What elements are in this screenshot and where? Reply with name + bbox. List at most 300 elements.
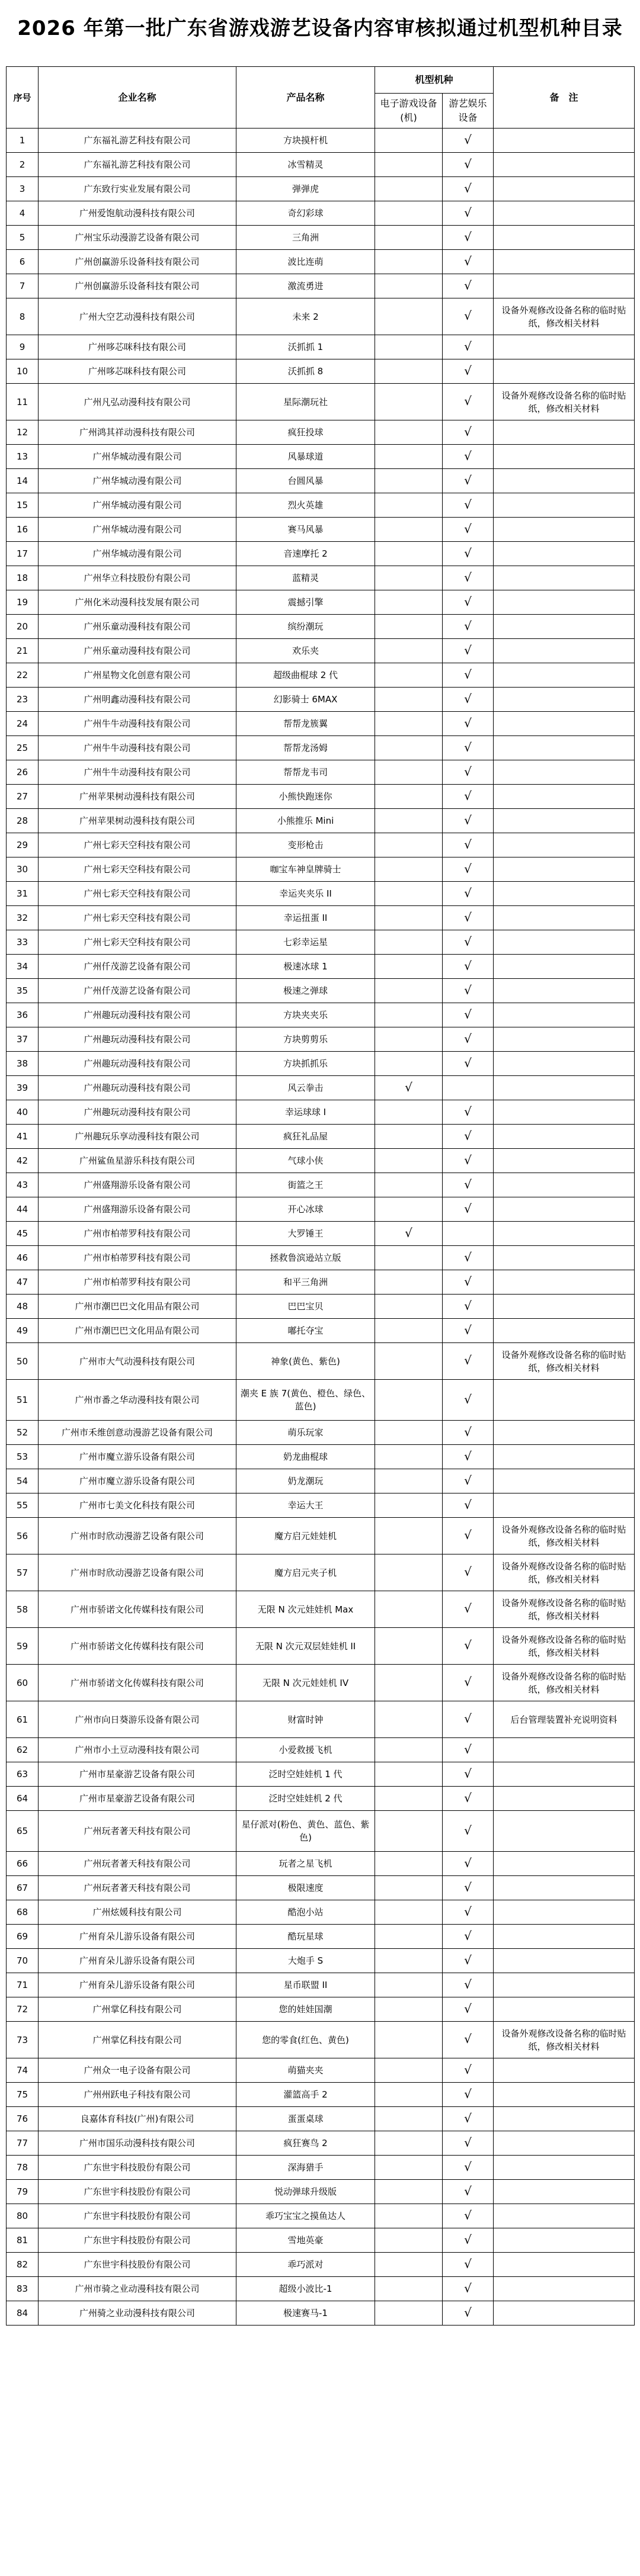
cell-company: 广州华城动漫有限公司	[39, 469, 236, 493]
check-mark-icon: √	[464, 473, 472, 487]
cell-company: 广州牛牛动漫科技有限公司	[39, 712, 236, 736]
cell-amusement	[443, 1762, 494, 1787]
check-mark-icon: √	[464, 2086, 472, 2101]
cell-index: 55	[7, 1493, 39, 1518]
cell-index: 27	[7, 785, 39, 809]
cell-company: 广州宝乐动漫游艺设备有限公司	[39, 226, 236, 250]
check-mark-icon: √	[464, 181, 472, 195]
cell-company: 广州哆芯咪科技有限公司	[39, 359, 236, 384]
cell-company: 广州市星豪游艺设备有限公司	[39, 1787, 236, 1811]
cell-amusement	[443, 1003, 494, 1027]
cell-electronic	[375, 1076, 443, 1100]
cell-product: 大炮手 S	[236, 1949, 375, 1973]
check-mark-icon: √	[464, 958, 472, 973]
cell-product: 弹弹虎	[236, 177, 375, 201]
cell-notes	[494, 493, 635, 518]
cell-notes	[494, 1997, 635, 2022]
cell-product: 震撼引擎	[236, 590, 375, 615]
cell-company: 广州七彩天空科技有限公司	[39, 833, 236, 857]
table-row	[7, 1319, 635, 1343]
cell-product: 深海猎手	[236, 2156, 375, 2180]
cell-company: 广州凡弘动漫科技有限公司	[39, 384, 236, 420]
table-row	[7, 930, 635, 955]
check-mark-icon: √	[464, 2232, 472, 2247]
cell-notes	[494, 2277, 635, 2301]
cell-index: 71	[7, 1973, 39, 1997]
check-mark-icon: √	[464, 2256, 472, 2271]
cell-electronic	[375, 177, 443, 201]
check-mark-icon: √	[464, 1473, 472, 1488]
check-mark-icon: √	[464, 2281, 472, 2295]
cell-amusement	[443, 857, 494, 882]
cell-notes	[494, 1125, 635, 1149]
cell-amusement	[443, 129, 494, 153]
cell-company: 广州市潮巴巴文化用品有限公司	[39, 1319, 236, 1343]
table-row	[7, 1701, 635, 1738]
cell-product: 您的娃娃国潮	[236, 1997, 375, 2022]
cell-electronic	[375, 1762, 443, 1787]
table-row	[7, 785, 635, 809]
cell-notes	[494, 1738, 635, 1762]
check-mark-icon: √	[464, 2001, 472, 2016]
check-mark-icon: √	[464, 618, 472, 633]
cell-product: 极速冰球 1	[236, 955, 375, 979]
table-row	[7, 2022, 635, 2058]
cell-company: 广州玩者著天科技有限公司	[39, 1811, 236, 1852]
check-mark-icon: √	[464, 497, 472, 512]
check-mark-icon: √	[464, 2062, 472, 2077]
cell-product: 烈火英雄	[236, 493, 375, 518]
cell-electronic	[375, 469, 443, 493]
cell-amusement	[443, 1997, 494, 2022]
cell-product: 酷玩星球	[236, 1925, 375, 1949]
check-mark-icon: √	[464, 1201, 472, 1216]
cell-electronic	[375, 2156, 443, 2180]
cell-notes	[494, 2083, 635, 2107]
header-notes: 备 注	[494, 67, 635, 129]
cell-electronic	[375, 518, 443, 542]
table-row	[7, 1973, 635, 1997]
cell-notes	[494, 760, 635, 785]
cell-notes	[494, 359, 635, 384]
cell-electronic	[375, 1591, 443, 1628]
cell-company: 广东福礼游艺科技有限公司	[39, 129, 236, 153]
cell-product: 魔方启元夹子机	[236, 1554, 375, 1591]
table-row	[7, 1493, 635, 1518]
cell-amusement	[443, 1493, 494, 1518]
cell-electronic	[375, 955, 443, 979]
cell-notes	[494, 1493, 635, 1518]
check-mark-icon: √	[464, 229, 472, 244]
cell-index: 7	[7, 274, 39, 298]
cell-notes	[494, 469, 635, 493]
table-row	[7, 1270, 635, 1295]
check-mark-icon: √	[405, 1225, 412, 1240]
check-mark-icon: √	[464, 521, 472, 536]
cell-electronic	[375, 1197, 443, 1222]
table-row	[7, 1149, 635, 1173]
cell-index: 76	[7, 2107, 39, 2131]
check-mark-icon: √	[464, 1742, 472, 1756]
header-amusement: 游艺娱乐设备	[443, 94, 494, 129]
check-mark-icon: √	[464, 448, 472, 463]
table-row	[7, 1811, 635, 1852]
cell-amusement	[443, 1787, 494, 1811]
table-row	[7, 177, 635, 201]
header-company: 企业名称	[39, 67, 236, 129]
cell-company: 广州七彩天空科技有限公司	[39, 930, 236, 955]
cell-notes	[494, 177, 635, 201]
check-mark-icon: √	[464, 667, 472, 682]
cell-amusement	[443, 2058, 494, 2083]
cell-index: 69	[7, 1925, 39, 1949]
table-row	[7, 469, 635, 493]
cell-notes	[494, 1197, 635, 1222]
table-row	[7, 153, 635, 177]
cell-electronic	[375, 1701, 443, 1738]
cell-company: 广州七彩天空科技有限公司	[39, 906, 236, 930]
cell-notes	[494, 1003, 635, 1027]
cell-index: 25	[7, 736, 39, 760]
cell-notes	[494, 1949, 635, 1973]
cell-index: 47	[7, 1270, 39, 1295]
cell-notes: 设备外观修改设备名称的临时贴纸，修改相关材料	[494, 1628, 635, 1665]
cell-company: 广州爱饱航动漫科技有限公司	[39, 201, 236, 226]
cell-index: 75	[7, 2083, 39, 2107]
cell-electronic	[375, 274, 443, 298]
cell-company: 广州华城动漫有限公司	[39, 493, 236, 518]
cell-notes	[494, 1852, 635, 1876]
table-row	[7, 1518, 635, 1554]
cell-notes	[494, 2180, 635, 2204]
cell-amusement	[443, 809, 494, 833]
cell-index: 2	[7, 153, 39, 177]
cell-product: 巴巴宝贝	[236, 1295, 375, 1319]
table-row	[7, 1787, 635, 1811]
cell-product: 方块摸杆机	[236, 129, 375, 153]
check-mark-icon: √	[464, 1711, 472, 1726]
cell-notes	[494, 615, 635, 639]
cell-index: 34	[7, 955, 39, 979]
check-mark-icon: √	[464, 643, 472, 657]
check-mark-icon: √	[464, 156, 472, 171]
cell-index: 37	[7, 1027, 39, 1052]
cell-index: 65	[7, 1811, 39, 1852]
cell-electronic	[375, 2131, 443, 2156]
cell-index: 24	[7, 712, 39, 736]
cell-index: 19	[7, 590, 39, 615]
table-row	[7, 1876, 635, 1900]
table-row	[7, 1949, 635, 1973]
table-row	[7, 882, 635, 906]
cell-electronic	[375, 760, 443, 785]
cell-product: 风暴球道	[236, 445, 375, 469]
check-mark-icon: √	[464, 1601, 472, 1615]
cell-company: 广州市时欣动漫游艺设备有限公司	[39, 1554, 236, 1591]
cell-product: 波比连萌	[236, 250, 375, 274]
check-mark-icon: √	[464, 1977, 472, 1992]
check-mark-icon: √	[464, 570, 472, 584]
table-row	[7, 1900, 635, 1925]
cell-product: 欢乐夹	[236, 639, 375, 663]
cell-amusement	[443, 1811, 494, 1852]
cell-electronic	[375, 1665, 443, 1701]
cell-notes	[494, 930, 635, 955]
cell-electronic	[375, 1319, 443, 1343]
cell-notes	[494, 2107, 635, 2131]
check-mark-icon: √	[464, 253, 472, 268]
check-mark-icon: √	[464, 1823, 472, 1838]
cell-index: 21	[7, 639, 39, 663]
cell-company: 广州大空艺动漫科技有限公司	[39, 298, 236, 335]
table-row	[7, 2228, 635, 2253]
page-title: 2026 年第一批广东省游戏游艺设备内容审核拟通过机型机种目录	[17, 17, 623, 40]
cell-company: 广东世宇科技股份有限公司	[39, 2156, 236, 2180]
cell-product: 小爱救援飞机	[236, 1738, 375, 1762]
cell-notes	[494, 1222, 635, 1246]
cell-index: 52	[7, 1421, 39, 1445]
cell-notes	[494, 226, 635, 250]
cell-company: 广州市魔立游乐设备有限公司	[39, 1445, 236, 1469]
cell-notes: 设备外观修改设备名称的临时贴纸，修改相关材料	[494, 2022, 635, 2058]
cell-amusement	[443, 201, 494, 226]
cell-amusement	[443, 2107, 494, 2131]
cell-product: 灌篮高手 2	[236, 2083, 375, 2107]
cell-company: 广州鲨鱼星游乐科技有限公司	[39, 1149, 236, 1173]
cell-amusement	[443, 274, 494, 298]
cell-amusement	[443, 1925, 494, 1949]
table-row	[7, 1197, 635, 1222]
cell-amusement	[443, 1665, 494, 1701]
cell-electronic	[375, 1973, 443, 1997]
cell-notes	[494, 688, 635, 712]
cell-index: 78	[7, 2156, 39, 2180]
cell-index: 18	[7, 566, 39, 590]
cell-amusement	[443, 2022, 494, 2058]
cell-index: 16	[7, 518, 39, 542]
cell-amusement	[443, 1628, 494, 1665]
cell-product: 极限速度	[236, 1876, 375, 1900]
cell-company: 广州趣玩动漫科技有限公司	[39, 1027, 236, 1052]
cell-company: 良嘉体育科技(广州)有限公司	[39, 2107, 236, 2131]
cell-electronic	[375, 250, 443, 274]
cell-index: 60	[7, 1665, 39, 1701]
cell-product: 沃抓抓 8	[236, 359, 375, 384]
cell-notes	[494, 1380, 635, 1421]
check-mark-icon: √	[464, 1766, 472, 1781]
cell-company: 广州众一电子设备有限公司	[39, 2058, 236, 2083]
cell-company: 广州市骄诺文化传媒科技有限公司	[39, 1628, 236, 1665]
cell-amusement	[443, 493, 494, 518]
cell-index: 14	[7, 469, 39, 493]
catalog-table	[6, 66, 635, 2326]
cell-notes	[494, 1052, 635, 1076]
cell-notes	[494, 2156, 635, 2180]
check-mark-icon: √	[464, 812, 472, 827]
cell-index: 64	[7, 1787, 39, 1811]
cell-product: 幸运扭蛋 II	[236, 906, 375, 930]
cell-amusement	[443, 712, 494, 736]
cell-index: 39	[7, 1076, 39, 1100]
cell-amusement	[443, 359, 494, 384]
cell-amusement	[443, 1149, 494, 1173]
table-row	[7, 1246, 635, 1270]
cell-amusement	[443, 2180, 494, 2204]
cell-notes	[494, 882, 635, 906]
cell-electronic	[375, 590, 443, 615]
check-mark-icon: √	[405, 1080, 412, 1094]
cell-product: 乖巧派对	[236, 2253, 375, 2277]
cell-electronic	[375, 384, 443, 420]
table-row	[7, 760, 635, 785]
cell-company: 广州市时欣动漫游艺设备有限公司	[39, 1518, 236, 1554]
cell-index: 4	[7, 201, 39, 226]
check-mark-icon: √	[464, 1855, 472, 1870]
cell-index: 66	[7, 1852, 39, 1876]
check-mark-icon: √	[464, 1322, 472, 1337]
cell-index: 73	[7, 2022, 39, 2058]
table-row	[7, 1665, 635, 1701]
check-mark-icon: √	[464, 1952, 472, 1967]
cell-electronic	[375, 298, 443, 335]
table-row	[7, 688, 635, 712]
cell-product: 乖巧宝宝之摸鱼达人	[236, 2204, 375, 2228]
table-row	[7, 1343, 635, 1380]
header-category-group: 机型机种	[375, 67, 494, 94]
cell-amusement	[443, 1469, 494, 1493]
cell-product: 大罗锤王	[236, 1222, 375, 1246]
cell-index: 50	[7, 1343, 39, 1380]
cell-company: 广州市星豪游艺设备有限公司	[39, 1762, 236, 1787]
cell-notes	[494, 1925, 635, 1949]
cell-index: 81	[7, 2228, 39, 2253]
cell-index: 61	[7, 1701, 39, 1738]
cell-electronic	[375, 2083, 443, 2107]
cell-company: 广州牛牛动漫科技有限公司	[39, 736, 236, 760]
cell-product: 嘟托夺宝	[236, 1319, 375, 1343]
check-mark-icon: √	[464, 1298, 472, 1313]
table-row	[7, 518, 635, 542]
table-row	[7, 1076, 635, 1100]
cell-notes	[494, 1762, 635, 1787]
cell-company: 广州创赢游乐设备科技有限公司	[39, 274, 236, 298]
table-row	[7, 736, 635, 760]
cell-company: 广州趣玩乐享动漫科技有限公司	[39, 1125, 236, 1149]
cell-notes	[494, 857, 635, 882]
cell-amusement	[443, 2253, 494, 2277]
table-row	[7, 226, 635, 250]
cell-product: 超级小波比-1	[236, 2277, 375, 2301]
cell-product: 酷泡小站	[236, 1900, 375, 1925]
table-row	[7, 1003, 635, 1027]
check-mark-icon: √	[464, 1104, 472, 1119]
cell-notes	[494, 785, 635, 809]
table-row	[7, 2301, 635, 2326]
cell-electronic	[375, 1125, 443, 1149]
cell-product: 蓝精灵	[236, 566, 375, 590]
check-mark-icon: √	[464, 1055, 472, 1070]
cell-electronic	[375, 1027, 443, 1052]
cell-amusement	[443, 1701, 494, 1738]
cell-electronic	[375, 2058, 443, 2083]
cell-electronic	[375, 335, 443, 359]
cell-amusement	[443, 1738, 494, 1762]
cell-product: 幸运大王	[236, 1493, 375, 1518]
cell-notes	[494, 1295, 635, 1319]
cell-company: 广州苹果树动漫科技有限公司	[39, 785, 236, 809]
cell-index: 41	[7, 1125, 39, 1149]
cell-amusement	[443, 1591, 494, 1628]
cell-product: 泛时空娃娃机 1 代	[236, 1762, 375, 1787]
cell-index: 80	[7, 2204, 39, 2228]
cell-product: 玩者之星飞机	[236, 1852, 375, 1876]
cell-amusement	[443, 2228, 494, 2253]
cell-index: 72	[7, 1997, 39, 2022]
cell-product: 幸运夹夹乐 II	[236, 882, 375, 906]
check-mark-icon: √	[464, 1274, 472, 1289]
cell-electronic	[375, 1295, 443, 1319]
cell-notes: 设备外观修改设备名称的临时贴纸，修改相关材料	[494, 1554, 635, 1591]
cell-electronic	[375, 493, 443, 518]
cell-index: 31	[7, 882, 39, 906]
check-mark-icon: √	[464, 309, 472, 323]
cell-product: 无限 N 次元娃娃机 Max	[236, 1591, 375, 1628]
cell-product: 您的零食(红色、黄色)	[236, 2022, 375, 2058]
cell-index: 13	[7, 445, 39, 469]
cell-notes	[494, 518, 635, 542]
cell-amusement	[443, 420, 494, 445]
cell-product: 神象(黄色、紫色)	[236, 1343, 375, 1380]
check-mark-icon: √	[464, 205, 472, 220]
cell-company: 广州趣玩动漫科技有限公司	[39, 1076, 236, 1100]
table-row	[7, 809, 635, 833]
cell-notes	[494, 420, 635, 445]
table-row	[7, 420, 635, 445]
cell-electronic	[375, 663, 443, 688]
table-row	[7, 2083, 635, 2107]
cell-product: 雪地英豪	[236, 2228, 375, 2253]
check-mark-icon: √	[464, 788, 472, 803]
table-row	[7, 445, 635, 469]
cell-product: 奶龙潮玩	[236, 1469, 375, 1493]
cell-amusement	[443, 1319, 494, 1343]
table-row	[7, 955, 635, 979]
table-row	[7, 2107, 635, 2131]
cell-amusement	[443, 2083, 494, 2107]
cell-company: 广州掌亿科技有限公司	[39, 1997, 236, 2022]
cell-company: 广州乐童动漫科技有限公司	[39, 615, 236, 639]
cell-electronic	[375, 2022, 443, 2058]
cell-amusement	[443, 298, 494, 335]
table-row	[7, 639, 635, 663]
cell-index: 12	[7, 420, 39, 445]
cell-amusement	[443, 1900, 494, 1925]
cell-electronic	[375, 1900, 443, 1925]
cell-index: 56	[7, 1518, 39, 1554]
cell-electronic	[375, 857, 443, 882]
cell-index: 42	[7, 1149, 39, 1173]
check-mark-icon: √	[464, 2208, 472, 2222]
cell-company: 广州玩者著天科技有限公司	[39, 1852, 236, 1876]
cell-amusement	[443, 250, 494, 274]
cell-amusement	[443, 1076, 494, 1100]
cell-company: 广州华城动漫有限公司	[39, 445, 236, 469]
cell-notes	[494, 566, 635, 590]
table-row	[7, 1628, 635, 1665]
cell-amusement	[443, 639, 494, 663]
cell-index: 35	[7, 979, 39, 1003]
check-mark-icon: √	[464, 885, 472, 900]
